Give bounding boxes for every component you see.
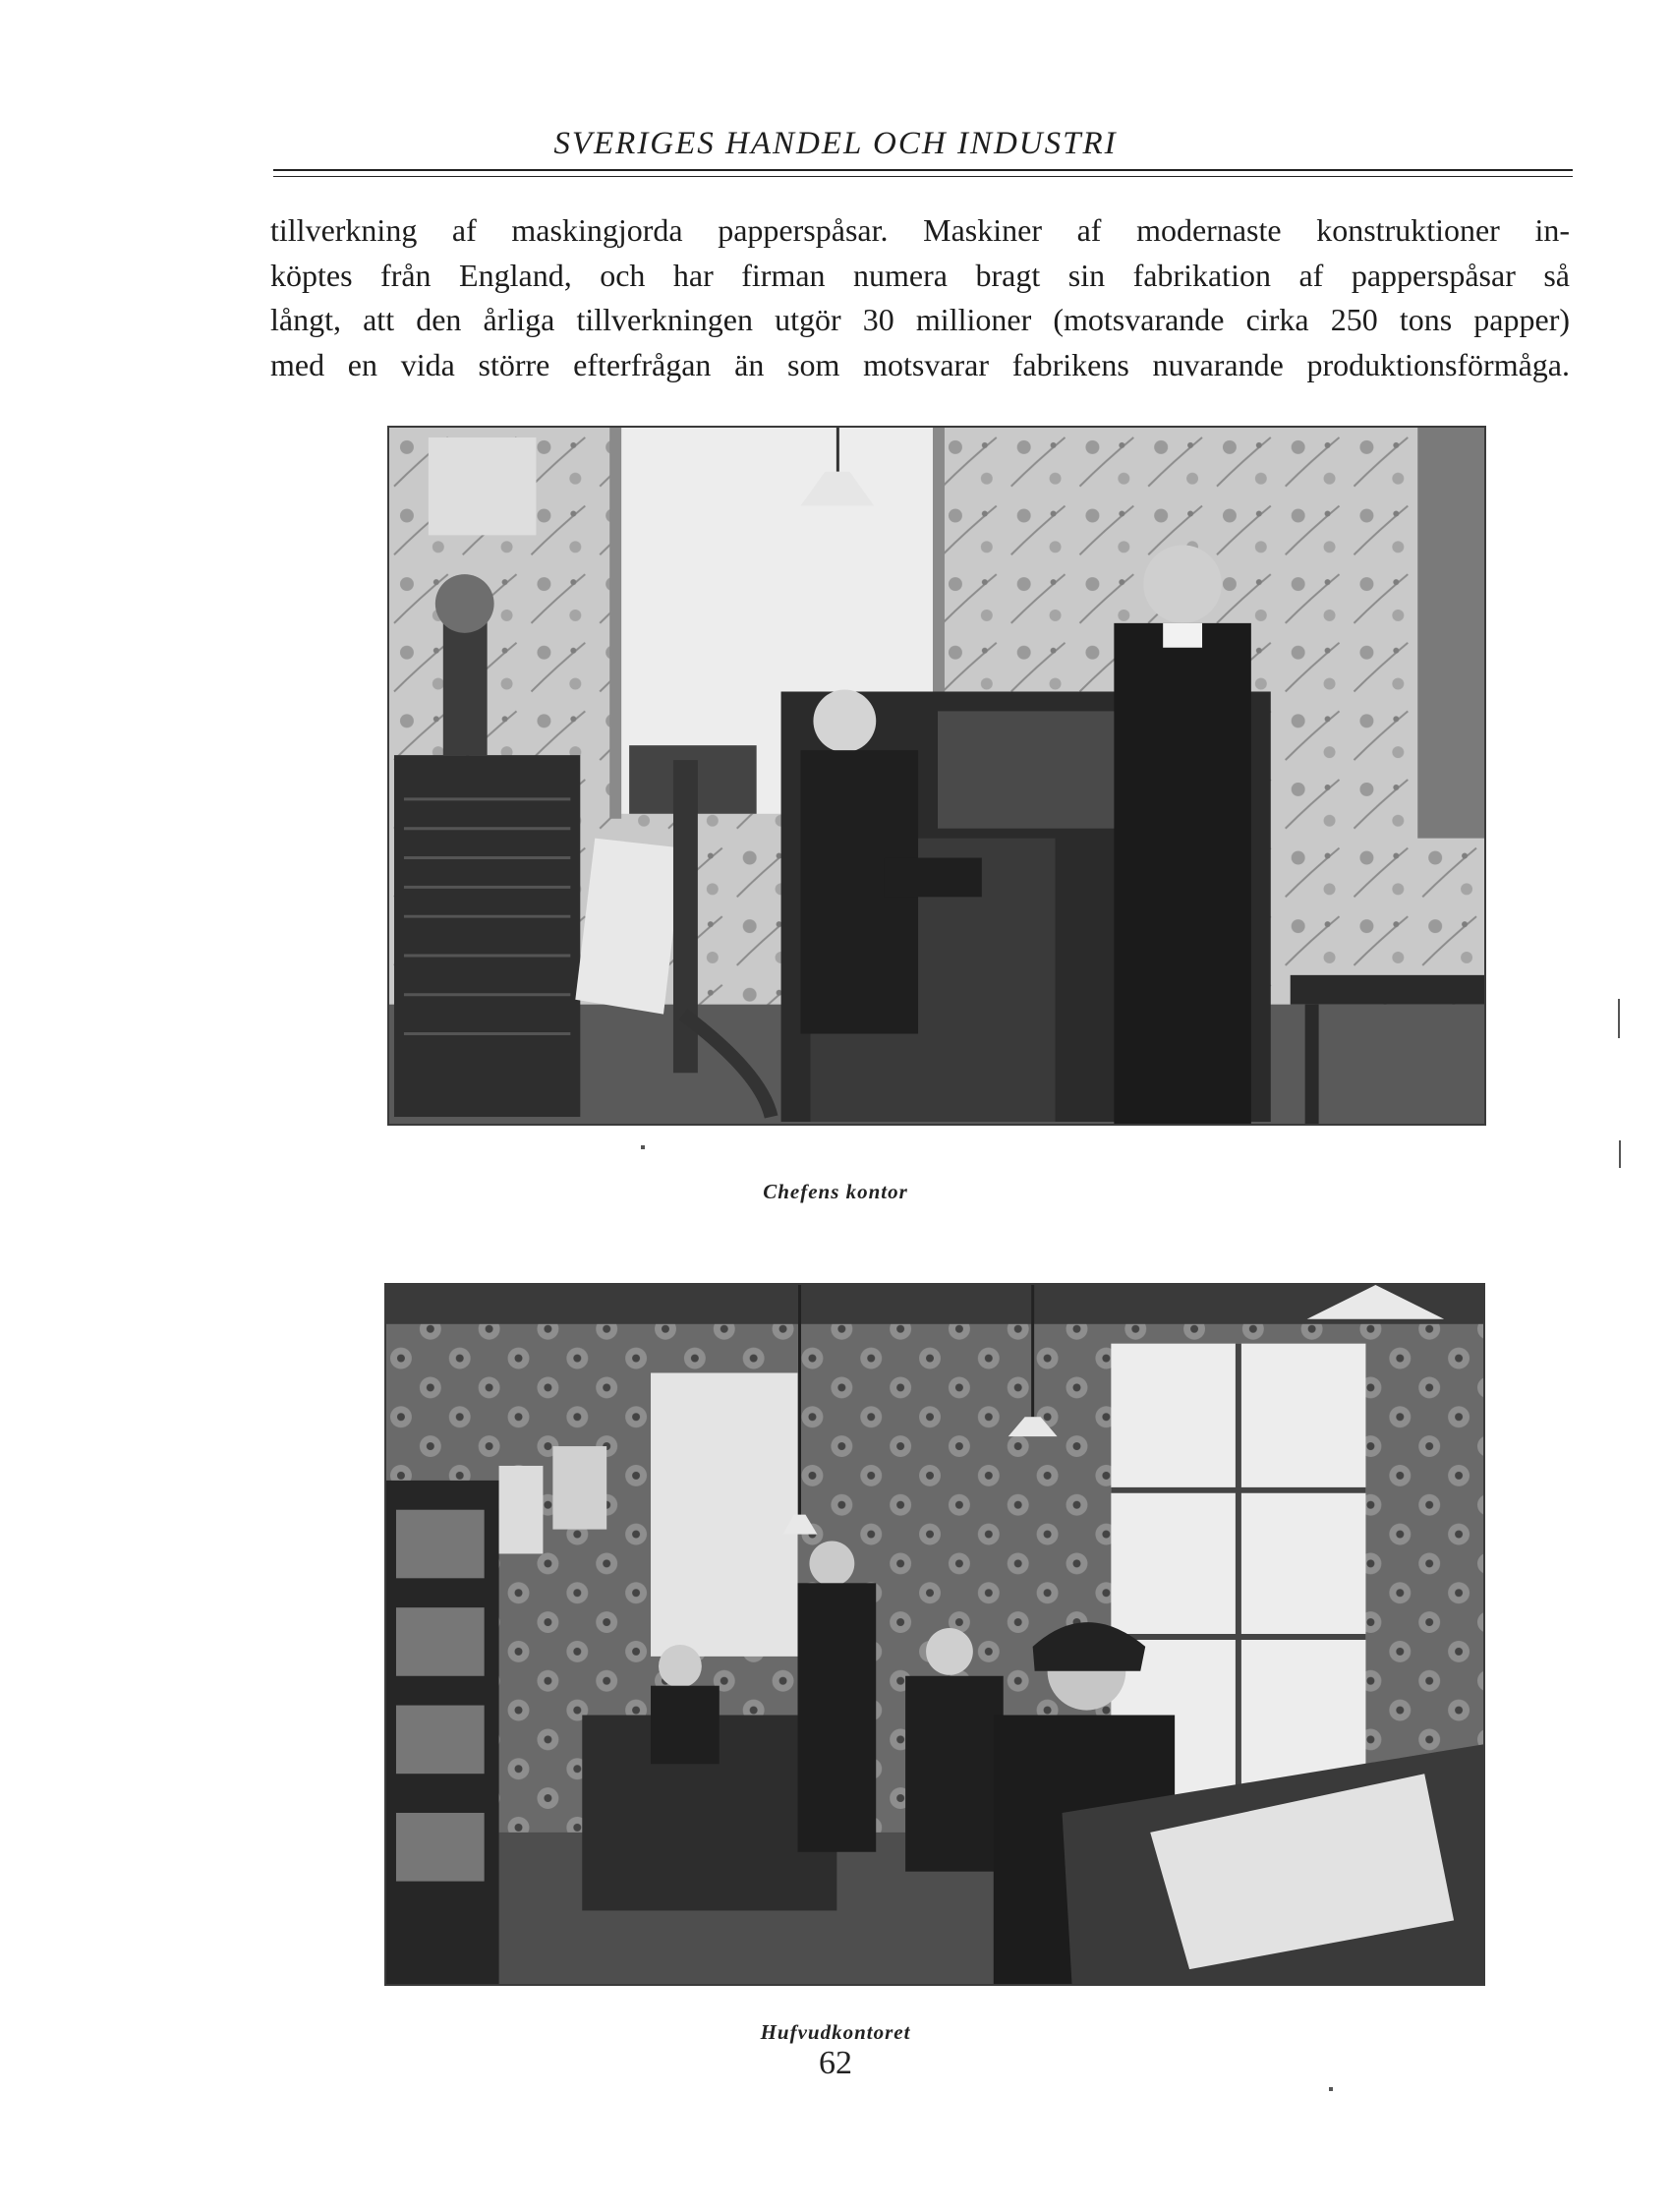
running-header: SVERIGES HANDEL OCH INDUSTRI [553,126,1118,161]
scan-artifact [641,1145,645,1149]
header-rule-thin [273,176,1573,177]
body-line: med en vida större efterfrågan än som motsvarar fabrikens nuvarande produktionsförmåga. [270,346,1570,382]
body-line: köptes från England, och har firman numera bragt sin fabrikation af papperspåsar så [270,257,1570,293]
figure-caption: Hufvudkontoret [760,2020,911,2044]
page-number: 62 [819,2045,852,2081]
photo-chefens-kontor-image [389,428,1484,1124]
scan-artifact [1619,1140,1621,1168]
photo-hufvudkontoret [384,1283,1485,1986]
figure-caption: Chefens kontor [763,1180,908,1203]
body-line: långt, att den årliga tillverkningen utgör 30 millioner (motsvarande cirka 250 tons papper) [270,302,1570,337]
header-rule-thick [273,169,1573,171]
scan-artifact [1329,2087,1333,2091]
photo-chefens-kontor [387,426,1486,1126]
body-line: tillverkning af maskingjorda papperspåsar. Maskiner af modernaste konstruktioner in- [270,212,1570,248]
scan-artifact [1618,999,1620,1038]
photo-hufvudkontoret-image [386,1285,1483,1984]
body-paragraph [270,208,1570,387]
